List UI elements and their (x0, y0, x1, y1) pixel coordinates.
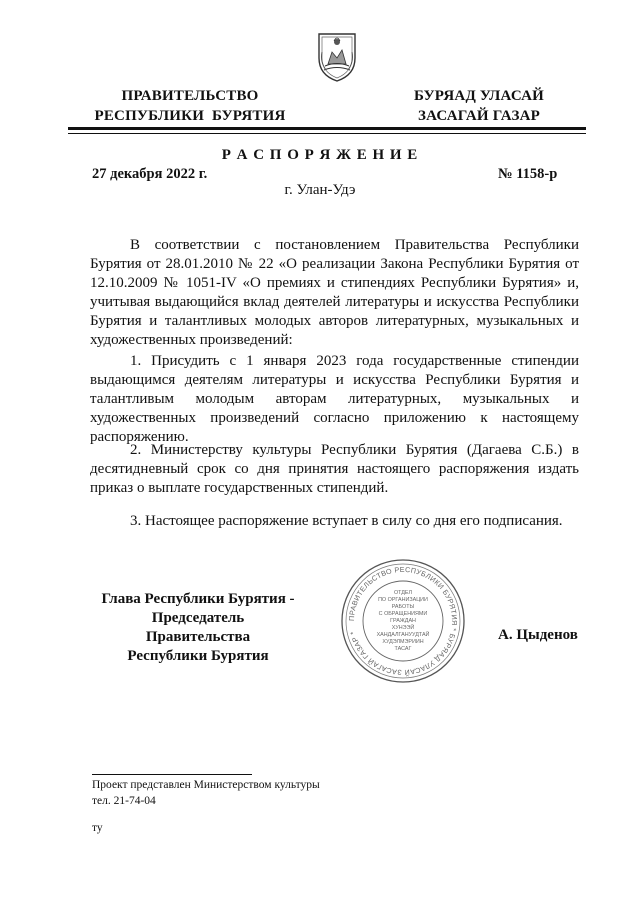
stamp-center-line: ХАНДАЛГАНУУДТАЙ (376, 632, 430, 638)
stamp-center-line: С ОБРАЩЕНИЯМИ (378, 611, 428, 617)
signatory-position (98, 590, 298, 666)
header-left (90, 86, 290, 126)
stamp-center-line: ОТДЕЛ (393, 590, 413, 596)
header-left-line2: РЕСПУБЛИКИ БУРЯТИЯ (94, 108, 286, 124)
document-date: 27 декабря 2022 г. (92, 166, 208, 182)
header-right (405, 86, 553, 126)
signatory-position-line2: Председатель Правительства (145, 610, 251, 645)
stamp-center-line: ТАСАГ (394, 646, 412, 652)
official-stamp (340, 558, 466, 684)
footer-phone: тел. 21-74-04 (92, 795, 156, 807)
seal-icon (340, 558, 466, 684)
footer-note: Проект представлен Министерством культуры (92, 779, 320, 791)
header-left-line1: ПРАВИТЕЛЬСТВО (121, 88, 259, 104)
stamp-ring-text: ПРАВИТЕЛЬСТВО РЕСПУБЛИКИ БУРЯТИЯ * БУРЯАД УЛАСАЙ ЗАСАГАЙ ГАЗАР * (346, 564, 460, 678)
stamp-center-line: ГРАЖДАН (390, 618, 416, 624)
emblem (316, 28, 358, 83)
paragraph-item-3: 3. Настоящее распоряжение вступает в силу со дня его подписания. (130, 513, 563, 529)
document-city: г. Улан-Удэ (284, 182, 356, 198)
paragraph-intro: В соответствии с постановлением Правительства Республики Бурятия от 28.01.2010 № 22 «О реализации Закона Республики Бурятия от 12.10.2009 № 1051-IV «О премиях и стипендиях Республики Бурятия» и, учитывая выдающийся вклад деятелей литературы и искусства Республики Бурятия и талантливых молодых авторов литературных, музыкальных и художественных произведений: (90, 237, 579, 348)
document-number: № 1158-р (498, 166, 558, 182)
footer-initials: ту (92, 822, 103, 834)
document-title: Р А С П О Р Я Ж Е Н И Е (221, 147, 419, 163)
signatory-position-line3: Республики Бурятия (127, 648, 269, 664)
paragraph-item-2: 2. Министерству культуры Республики Бурятия (Дагаева С.Б.) в десятидневный срок со дня принятия настоящего распоряжения издать приказ о выплате государственных стипендий. (90, 442, 579, 496)
signatory-name: А. Цыденов (498, 627, 578, 643)
stamp-center-line: ХУДЭЛМЭРИИН (382, 639, 424, 645)
coat-of-arms-icon (316, 28, 358, 83)
header-right-line2: ЗАСАГАЙ ГАЗАР (418, 108, 540, 124)
header-rule-thin (68, 133, 586, 134)
stamp-center-line: ХУНЭЭЙ (391, 625, 415, 631)
footer-rule (92, 774, 252, 775)
signatory-position-line1: Глава Республики Бурятия - (101, 591, 295, 607)
header-right-line1: БУРЯАД УЛАСАЙ (413, 88, 545, 104)
paragraph-item-1: 1. Присудить с 1 января 2023 года государственные стипендии выдающимся деятелям литературы и искусства Республики Бурятия и талантливым молодым авторам литературных, музыкальных и художественных произведений согласно приложению к настоящему распоряжению. (90, 353, 579, 445)
stamp-center-line: РАБОТЫ (391, 604, 415, 610)
header-rule-thick (68, 127, 586, 130)
stamp-center-line: ПО ОРГАНИЗАЦИИ (378, 597, 428, 603)
